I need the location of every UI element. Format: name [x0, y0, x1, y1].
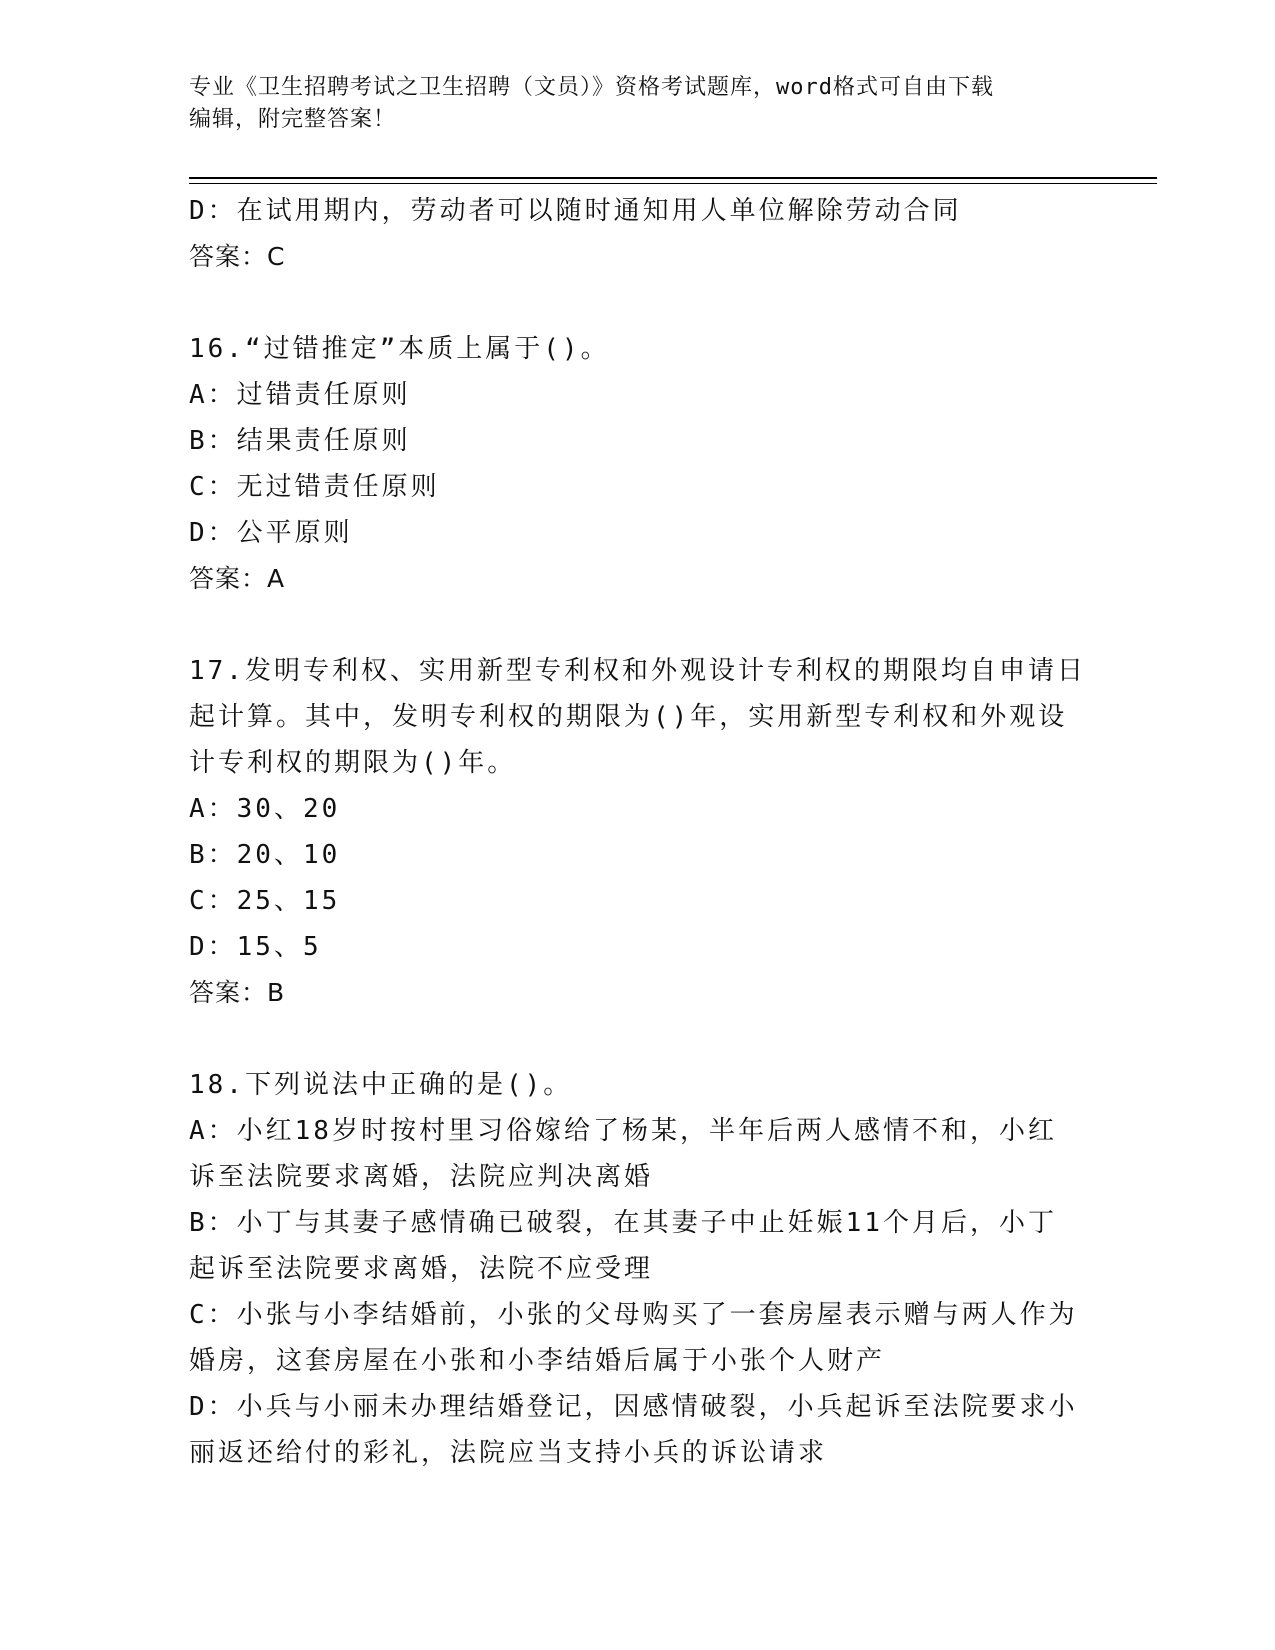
option-d-line-2: 丽返还给付的彩礼，法院应当支持小兵的诉讼请求 — [189, 1438, 828, 1468]
header-rule-thin — [189, 183, 1157, 184]
answer-line: 答案：C — [189, 242, 286, 271]
option-d-line-1: D：小兵与小丽未办理结婚登记，因感情破裂，小兵起诉至法院要求小 — [189, 1392, 1078, 1422]
question-list — [189, 188, 1089, 1476]
answer-line: 答案：B — [189, 978, 286, 1007]
option-c: C：25、15 — [189, 886, 341, 916]
spacer — [189, 280, 1089, 326]
option-d: D：15、5 — [189, 932, 322, 962]
option-c: C：无过错责任原则 — [189, 472, 440, 502]
question-stem: 16.“过错推定”本质上属于()。 — [189, 334, 610, 364]
question-stem: 18.下列说法中正确的是()。 — [189, 1070, 573, 1100]
question-stem-line-2: 起计算。其中，发明专利权的期限为()年，实用新型专利权和外观设 — [189, 702, 1068, 732]
option-c-line-1: C：小张与小李结婚前，小张的父母购买了一套房屋表示赠与两人作为 — [189, 1300, 1078, 1330]
option-d: D：公平原则 — [189, 518, 353, 548]
question-stem-line-3: 计专利权的期限为()年。 — [189, 748, 517, 778]
spacer — [189, 1016, 1089, 1062]
option-b: B：20、10 — [189, 840, 341, 870]
question-17 — [189, 648, 1089, 1016]
option-b: B：结果责任原则 — [189, 426, 411, 456]
header-line-1: 专业《卫生招聘考试之卫生招聘（文员）》资格考试题库，word格式可自由下载 — [189, 75, 994, 100]
question-16 — [189, 326, 1089, 602]
document-header — [189, 72, 1089, 136]
answer-line: 答案：A — [189, 564, 286, 593]
option-c-line-2: 婚房，这套房屋在小张和小李结婚后属于小张个人财产 — [189, 1346, 886, 1376]
option-b-line-1: B：小丁与其妻子感情确已破裂，在其妻子中止妊娠11个月后，小丁 — [189, 1208, 1057, 1238]
spacer — [189, 602, 1089, 648]
header-rule-thick — [189, 177, 1157, 179]
option-a-line-2: 诉至法院要求离婚，法院应判决离婚 — [189, 1162, 654, 1192]
question-18 — [189, 1062, 1089, 1476]
option-b-line-2: 起诉至法院要求离婚，法院不应受理 — [189, 1254, 654, 1284]
option-a: A：过错责任原则 — [189, 380, 411, 410]
option-a: A：30、20 — [189, 794, 341, 824]
option-d: D：在试用期内，劳动者可以随时通知用人单位解除劳动合同 — [189, 196, 962, 226]
option-a-line-1: A：小红18岁时按村里习俗嫁给了杨某，半年后两人感情不和，小红 — [189, 1116, 1057, 1146]
question-previous — [189, 188, 1089, 280]
question-stem-line-1: 17.发明专利权、实用新型专利权和外观设计专利权的期限均自申请日 — [189, 656, 1086, 686]
header-line-2: 编辑，附完整答案！ — [189, 107, 397, 132]
